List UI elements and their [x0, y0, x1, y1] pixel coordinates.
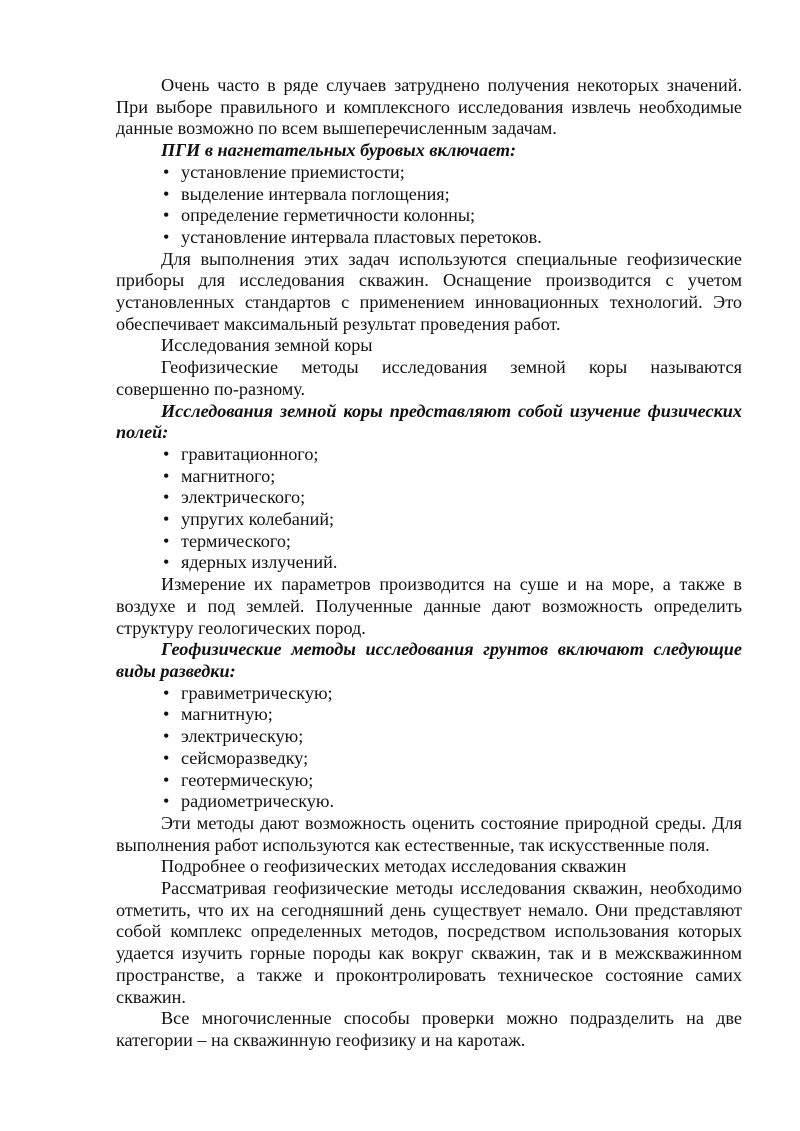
bullet-icon: •	[163, 161, 170, 182]
heading-physical-fields: Исследования земной коры представляют собой изучение физических полей:	[116, 400, 742, 443]
bullet-icon: •	[163, 682, 170, 703]
bullet-icon: •	[163, 226, 170, 247]
list-item: • ядерных излучений.	[163, 552, 338, 573]
bullet-icon: •	[163, 747, 170, 768]
heading-pgi: ПГИ в нагнетательных буровых включает:	[161, 140, 517, 161]
list-item: • выделение интервала поглощения;	[163, 183, 450, 204]
subheading-crust: Исследования земной коры	[161, 335, 373, 356]
bullet-icon: •	[163, 183, 170, 204]
heading-soil-methods: Геофизические методы исследования грунтов включают следующие виды разведки:	[116, 639, 742, 681]
paragraph-categories: Все многочисленные способы проверки можно подразделить на две категории – на скважинную геофизику и на каротаж.	[116, 1008, 742, 1050]
bullet-list-pgi	[116, 162, 742, 249]
list-item: • определение герметичности колонны;	[163, 205, 476, 226]
bullet-icon: •	[163, 205, 170, 226]
subheading-well-methods: Подробнее о геофизических методах исследования скважин	[161, 856, 627, 877]
bullet-icon: •	[163, 726, 170, 747]
paragraph-well-methods: Рассматривая геофизические методы исследования скважин, необходимо отметить, что их на сегодняшний день существует немало. Они представляют собой комплекс определенных методов, посредством использования которых удается изучить горные породы как вокруг скважин, так и в межскважинном пространстве, а также и проконтролировать техническое состояние самих скважин.	[116, 878, 742, 1007]
bullet-icon: •	[163, 530, 170, 551]
list-item: • электрического;	[163, 487, 306, 508]
bullet-icon: •	[163, 487, 170, 508]
list-item: • сейсморазведку;	[163, 747, 309, 768]
list-item: • гравитационного;	[163, 443, 319, 464]
bullet-list-fields	[116, 444, 742, 574]
bullet-list-survey-types	[116, 683, 742, 813]
list-item: • электрическую;	[163, 726, 304, 747]
list-item: • магнитную;	[163, 704, 273, 725]
document-page	[116, 75, 742, 1052]
paragraph-intro: Очень часто в ряде случаев затруднено получения некоторых значений. При выборе правильного и комплексного исследования извлечь необходимые данные возможно по всем вышеперечисленным задачам.	[116, 75, 742, 139]
list-item: • упругих колебаний;	[163, 509, 335, 530]
bullet-icon: •	[163, 791, 170, 812]
bullet-icon: •	[163, 509, 170, 530]
paragraph-measurement: Измерение их параметров производится на суше и на море, а также в воздухе и под землей. Полученные данные дают возможность определить структуру геологических пород.	[116, 574, 742, 638]
list-item: • геотермическую;	[163, 769, 314, 790]
list-item: • установление интервала пластовых перетоков.	[163, 226, 542, 247]
bullet-icon: •	[163, 443, 170, 464]
bullet-icon: •	[163, 552, 170, 573]
list-item: • радиометрическую.	[163, 791, 335, 812]
list-item: • гравиметрическую;	[163, 682, 333, 703]
list-item: • магнитного;	[163, 465, 276, 486]
paragraph-crust-methods: Геофизические методы исследования земной коры называются совершенно по-разному.	[116, 357, 742, 399]
bullet-icon: •	[163, 769, 170, 790]
bullet-icon: •	[163, 704, 170, 725]
list-item: • термического;	[163, 530, 291, 551]
list-item: • установление приемистости;	[163, 161, 405, 182]
paragraph-equipment: Для выполнения этих задач используются специальные геофизические приборы для исследования скважин. Оснащение производится с учетом установленных стандартов с применением инновационных технологий. Это обеспечивает максимальный результат проведения работ.	[116, 248, 742, 334]
bullet-icon: •	[163, 465, 170, 486]
paragraph-environment: Эти методы дают возможность оценить состояние природной среды. Для выполнения работ используются как естественные, так искусственные поля.	[116, 812, 742, 855]
